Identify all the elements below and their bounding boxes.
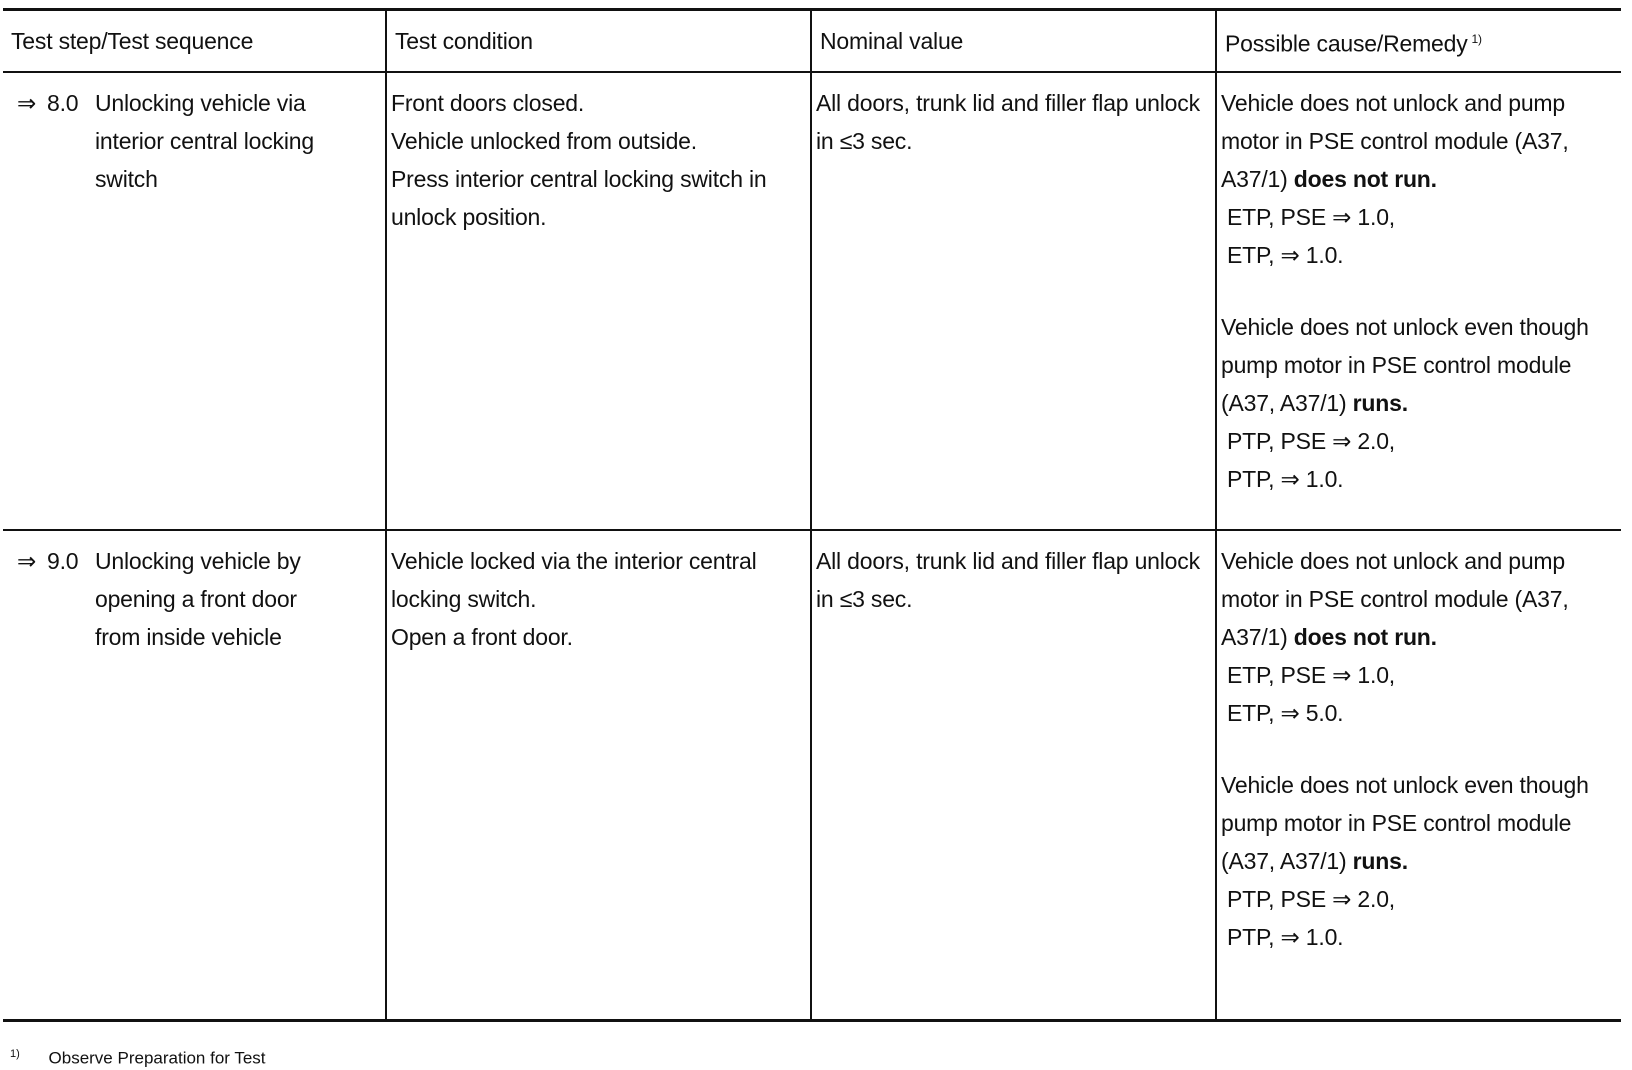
remedy-code: PTP, PSE ⇒ 2.0, <box>1227 428 1395 454</box>
remedy-emphasis: runs. <box>1352 848 1408 874</box>
header-possible-cause: Possible cause/Remedy $^{1)}$ <box>1216 10 1621 73</box>
footnote-mark: 1) <box>10 1048 20 1060</box>
table-row <box>3 530 1621 1020</box>
remedy-code: PTP, PSE ⇒ 2.0, <box>1227 886 1395 912</box>
condition-line: Vehicle unlocked from outside. <box>391 128 697 154</box>
condition-line: Vehicle locked via the interior central locking switch. <box>391 548 757 612</box>
remedy-code: PTP, ⇒ 1.0. <box>1227 924 1344 950</box>
remedy-cell <box>1216 72 1621 530</box>
footnote <box>10 1044 266 1069</box>
remedy-code: ETP, PSE ⇒ 1.0, <box>1227 662 1395 688</box>
remedy-block <box>1221 542 1617 732</box>
remedy-emphasis: does not run. <box>1293 166 1437 192</box>
remedy-cell <box>1216 530 1621 1020</box>
condition-cell <box>386 530 811 1020</box>
arrow-icon: ⇒ <box>17 90 37 116</box>
condition-line: Press interior central locking switch in unlock position. <box>391 166 767 230</box>
table-header-row <box>3 10 1621 73</box>
remedy-block <box>1221 308 1617 498</box>
step-cell <box>3 530 386 1020</box>
remedy-text: Vehicle does not unlock and pump motor in PSE control module (A37, A37/1) <box>1221 90 1569 192</box>
arrow-icon: ⇒ <box>17 548 37 574</box>
condition-line: Front doors closed. <box>391 90 585 116</box>
step-description: Unlocking vehicle via interior central locking switch <box>95 90 314 192</box>
condition-cell <box>386 72 811 530</box>
header-nominal-value: Nominal value <box>811 10 1216 73</box>
remedy-code: ETP, PSE ⇒ 1.0, <box>1227 204 1395 230</box>
step-cell <box>3 72 386 530</box>
step-number: 8.0 <box>47 90 79 116</box>
test-table <box>3 8 1621 1022</box>
remedy-code: ETP, ⇒ 5.0. <box>1227 700 1344 726</box>
step-description: Unlocking vehicle by opening a front door from inside vehicle <box>95 548 301 650</box>
nominal-cell <box>811 72 1216 530</box>
nominal-cell <box>811 530 1216 1020</box>
remedy-block <box>1221 766 1617 956</box>
remedy-block <box>1221 84 1617 274</box>
remedy-code: PTP, ⇒ 1.0. <box>1227 466 1344 492</box>
footnote-text: Observe Preparation for Test <box>48 1048 266 1068</box>
nominal-value: All doors, trunk lid and filler flap unlock in ≤3 sec. <box>816 548 1200 612</box>
remedy-emphasis: does not run. <box>1293 624 1437 650</box>
step-number: 9.0 <box>47 548 79 574</box>
footnote-reference: 1) <box>1471 31 1482 46</box>
header-test-condition: Test condition <box>386 10 811 73</box>
nominal-value: All doors, trunk lid and filler flap unlock in ≤3 sec. <box>816 90 1200 154</box>
remedy-text: Vehicle does not unlock and pump motor in PSE control module (A37, A37/1) <box>1221 548 1569 650</box>
table-row <box>3 72 1621 530</box>
condition-line: Open a front door. <box>391 624 573 650</box>
remedy-text: Vehicle does not unlock even though pump motor in PSE control module (A37, A37/1) <box>1221 314 1589 416</box>
remedy-emphasis: runs. <box>1352 390 1408 416</box>
header-test-step: Test step/Test sequence <box>3 10 386 73</box>
remedy-code: ETP, ⇒ 1.0. <box>1227 242 1344 268</box>
remedy-text: Vehicle does not unlock even though pump motor in PSE control module (A37, A37/1) <box>1221 772 1589 874</box>
